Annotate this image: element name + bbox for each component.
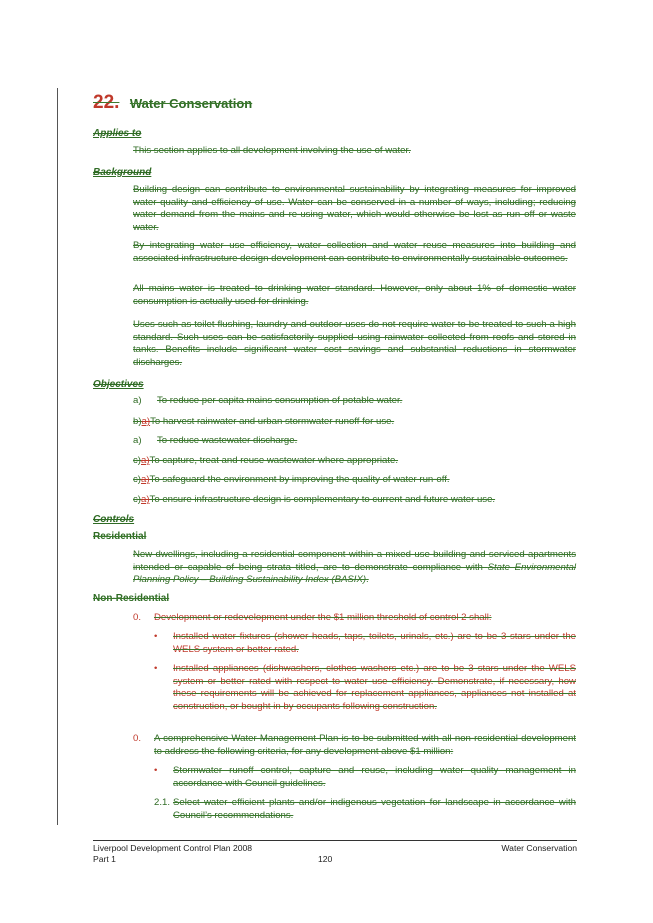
- control-bullet: • Installed water fixtures (shower heads, taps, toilets, urinals, etc.) are to be 3 stars under the WELS system or better rated.: [154, 631, 576, 655]
- revision-margin-bar: [57, 88, 58, 825]
- objectives-heading: Objectives: [93, 379, 144, 390]
- objective-item: a) To reduce per capita mains consumption of potable water.: [133, 395, 403, 406]
- footer-doc-title: Liverpool Development Control Plan 2008: [93, 843, 253, 853]
- section-number: 22.: [93, 92, 120, 113]
- residential-text: New dwellings, including a residential component within a mixed use building and serviced apartments intended or capable of being strata titled, are to demonstrate compliance with State Environmental Planning Policy – Building Sustainability Index (BASIX).: [133, 549, 576, 586]
- footer-divider: [93, 840, 577, 841]
- objective-item: a) To reduce wastewater discharge.: [133, 435, 298, 446]
- background-paragraph-1: Building design can contribute to environmental sustainability by integrating measures for improved water quality and efficiency of use. Water can be conserved in a number of ways, including; reducing water demand from the mains and re-using water, which would otherwise be lost as run off or waste water.: [133, 184, 576, 233]
- applies-to-text: This section applies to all development involving the use of water.: [133, 145, 411, 156]
- footer-page-number: 120: [318, 854, 333, 864]
- applies-to-heading: Applies to: [93, 128, 142, 139]
- control-bullet: 2.1. Select water efficient plants and/or indigenous vegetation for landscape in accordance with Council’s recommendations.: [154, 797, 576, 821]
- section-heading: [93, 92, 252, 114]
- control-item: 0. Development or redevelopment under the $1 million threshold of control 2 shall:: [133, 612, 492, 623]
- background-paragraph-4: Uses such as toilet flushing, laundry and outdoor uses do not require water to be treated to such a high standard. Such uses can be satisfactorily supplied using rainwater collected from roofs and stored in tanks. Benefits include significant water cost savings and substantial reductions in stormwater discharges.: [133, 319, 576, 368]
- objective-item: c)a)To safeguard the environment by improving the quality of water run-off.: [133, 474, 450, 485]
- objective-item: b)a)To harvest rainwater and urban stormwater runoff for use.: [133, 416, 395, 427]
- background-heading: Background: [93, 167, 152, 178]
- background-paragraph-3: All mains water is treated to drinking water standard. However, only about 1% of domestic water consumption is actually used for drinking.: [133, 283, 576, 307]
- residential-heading: Residential: [93, 531, 147, 542]
- footer-part: Part 1: [93, 854, 116, 864]
- control-item: 0. A comprehensive Water Management Plan is to be submitted with all non-residential development to address the following criteria, for any development above $1 million:: [133, 733, 576, 757]
- control-bullet: • Installed appliances (dishwashers, clothes washers etc.) are to be 3 stars under the WELS system or better rated with respect to water use efficiency. Demonstrate, if necessary, how these requirements will be achieved for replacement appliances, appliances not installed at construction, or bought in by occupants following construction.: [154, 663, 576, 712]
- objective-item: c)a)To ensure infrastructure design is complementary to current and future water use.: [133, 494, 496, 505]
- background-paragraph-2: By integrating water use efficiency, water collection and water reuse measures into building and associated infrastructure design development can contribute to environmentally sustainable outcomes.: [133, 240, 576, 264]
- controls-heading: Controls: [93, 514, 135, 525]
- footer-section-name: Water Conservation: [501, 843, 577, 853]
- objective-item: c)a)To capture, treat and reuse wastewater where appropriate.: [133, 455, 399, 466]
- non-residential-heading: Non-Residential: [93, 593, 170, 604]
- control-bullet: • Stormwater runoff control, capture and reuse, including water quality management in accordance with Council guidelines.: [154, 765, 576, 789]
- section-title: Water Conservation: [129, 96, 253, 111]
